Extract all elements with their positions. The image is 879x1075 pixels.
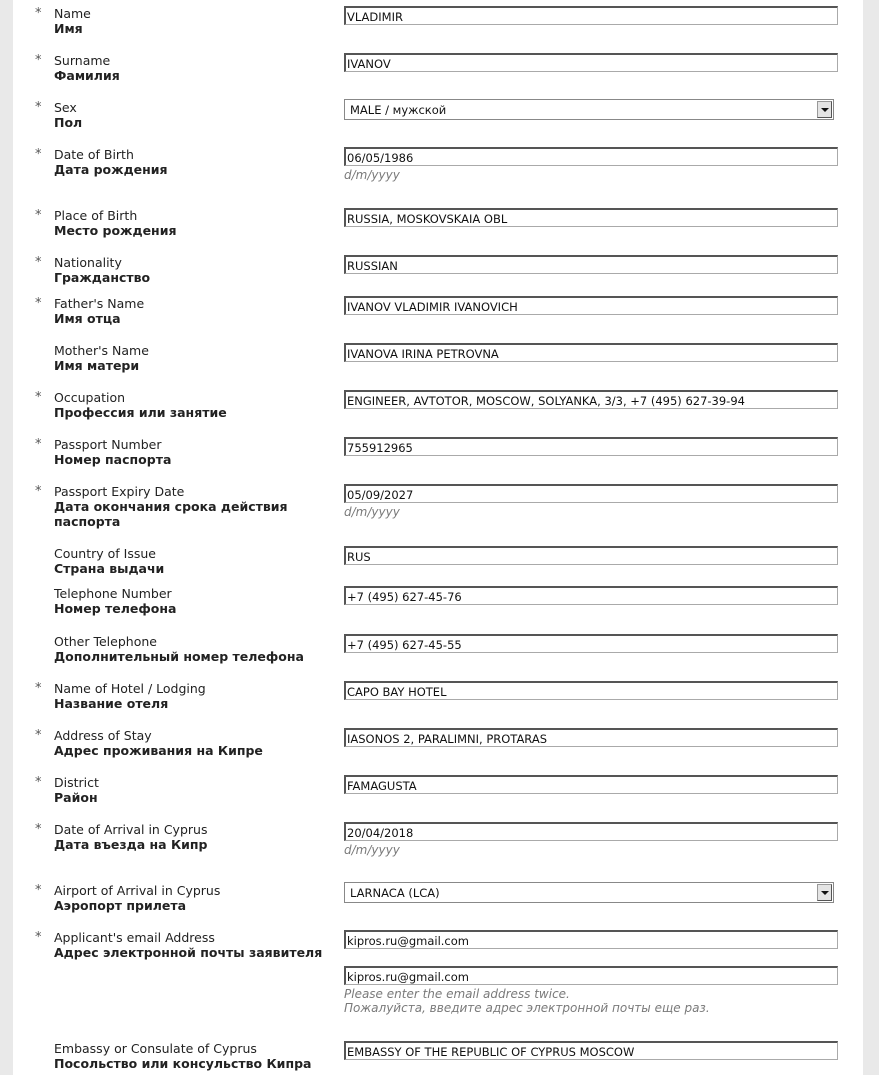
label-ru: Место рождения	[54, 223, 177, 238]
required-marker: *	[35, 930, 42, 945]
airport-select[interactable]	[344, 882, 834, 903]
form-panel	[13, 0, 863, 1075]
label-ru: Имя матери	[54, 358, 140, 373]
fathers-name-input[interactable]: IVANOV VLADIMIR IVANOVICH	[344, 296, 838, 315]
form-row-surname	[13, 49, 863, 95]
form-row-occupation	[13, 386, 863, 432]
label-en: District	[54, 775, 99, 790]
required-marker: *	[35, 681, 42, 696]
date-format-hint: d/m/yyyy	[344, 505, 400, 519]
form-row-hotel	[13, 677, 863, 723]
label-en: Embassy or Consulate of Cyprus	[54, 1041, 257, 1056]
form-row-fathers-name	[13, 292, 863, 338]
email-input[interactable]: kipros.ru@gmail.com	[344, 930, 838, 949]
label-ru: Аэропорт прилета	[54, 898, 187, 913]
email-hint: Please enter the email address twice.	[344, 987, 570, 1001]
passport-expiry-date-input[interactable]: 05/09/2027	[344, 484, 838, 503]
mothers-name-input[interactable]: IVANOVA IRINA PETROVNA	[344, 343, 838, 362]
place-of-birth-input[interactable]: RUSSIA, MOSKOVSKAIA OBL	[344, 208, 838, 227]
label-ru: Название отеля	[54, 696, 169, 711]
label-en: Passport Number	[54, 437, 162, 452]
label-en: Passport Expiry Date	[54, 484, 185, 499]
label-ru: Дополнительный номер телефона	[54, 649, 304, 664]
sex-select[interactable]	[344, 99, 834, 120]
surname-input[interactable]: IVANOV	[344, 53, 838, 72]
country-of-issue-input[interactable]: RUS	[344, 546, 838, 565]
form-row-telephone-number	[13, 582, 863, 630]
label-en: Mother's Name	[54, 343, 149, 358]
label-en: Date of Birth	[54, 147, 134, 162]
label-en: Place of Birth	[54, 208, 138, 223]
date-of-arrival-input[interactable]: 20/04/2018	[344, 822, 838, 841]
airport-select-value: LARNACA (LCA)	[350, 886, 440, 900]
date-of-birth-input[interactable]: 06/05/1986	[344, 147, 838, 166]
required-marker: *	[35, 822, 42, 837]
nationality-input[interactable]: RUSSIAN	[344, 255, 838, 274]
label-ru: Имя	[54, 21, 83, 36]
label-en: Surname	[54, 53, 111, 68]
email-hint-ru: Пожалуйста, введите адрес электронной почты еще раз.	[344, 1001, 710, 1015]
label-ru: Фамилия	[54, 68, 120, 83]
date-format-hint: d/m/yyyy	[344, 843, 400, 857]
required-marker: *	[35, 208, 42, 223]
form-row-passport-expiry-date	[13, 480, 863, 542]
label-en: Telephone Number	[54, 586, 172, 601]
address-of-stay-input[interactable]: IASONOS 2, PARALIMNI, PROTARAS	[344, 728, 838, 747]
form-row-name	[13, 2, 863, 48]
label-en: Sex	[54, 100, 77, 115]
telephone-number-input[interactable]: +7 (495) 627-45-76	[344, 586, 838, 605]
label-en: Country of Issue	[54, 546, 156, 561]
label-ru: Адрес электронной почты заявителя	[54, 945, 323, 960]
other-telephone-input[interactable]: +7 (495) 627-45-55	[344, 634, 838, 653]
hotel-input[interactable]: CAPO BAY HOTEL	[344, 681, 838, 700]
date-format-hint: d/m/yyyy	[344, 168, 400, 182]
required-marker: *	[35, 100, 42, 115]
email-confirm-input[interactable]: kipros.ru@gmail.com	[344, 966, 838, 985]
embassy-input[interactable]: EMBASSY OF THE REPUBLIC OF CYPRUS MOSCOW	[344, 1041, 838, 1060]
label-ru: Номер телефона	[54, 601, 177, 616]
required-marker: *	[35, 437, 42, 452]
dropdown-arrow-icon[interactable]	[817, 884, 832, 901]
label-en: Date of Arrival in Cyprus	[54, 822, 208, 837]
label-ru: Имя отца	[54, 311, 121, 326]
label-ru: Посольство или консульство Кипра	[54, 1056, 312, 1071]
label-ru: Дата рождения	[54, 162, 168, 177]
dropdown-arrow-icon[interactable]	[817, 101, 832, 118]
form-row-passport-number	[13, 433, 863, 479]
required-marker: *	[35, 775, 42, 790]
label-en: Occupation	[54, 390, 126, 405]
form-row-place-of-birth	[13, 204, 863, 250]
label-ru: Профессия или занятие	[54, 405, 227, 420]
form-row-other-telephone	[13, 630, 863, 676]
label-ru: Гражданство	[54, 270, 151, 285]
occupation-input[interactable]: ENGINEER, AVTOTOR, MOSCOW, SOLYANKA, 3/3, +7 (495) 627-39-94	[344, 390, 838, 409]
label-en: Airport of Arrival in Cyprus	[54, 883, 221, 898]
required-marker: *	[35, 53, 42, 68]
form-row-date-of-arrival	[13, 818, 863, 878]
label-ru: Пол	[54, 115, 83, 130]
required-marker: *	[35, 296, 42, 311]
required-marker: *	[35, 883, 42, 898]
form-row-district	[13, 771, 863, 817]
form-row-address-of-stay	[13, 724, 863, 770]
form-row-mothers-name	[13, 339, 863, 385]
label-en: Other Telephone	[54, 634, 157, 649]
form-row-nationality	[13, 251, 863, 291]
label-ru: Адрес проживания на Кипре	[54, 743, 263, 758]
required-marker: *	[35, 147, 42, 162]
district-input[interactable]: FAMAGUSTA	[344, 775, 838, 794]
label-en: Address of Stay	[54, 728, 152, 743]
passport-number-input[interactable]: 755912965	[344, 437, 838, 456]
label-ru: Номер паспорта	[54, 452, 172, 467]
label-en: Applicant's email Address	[54, 930, 215, 945]
required-marker: *	[35, 728, 42, 743]
required-marker: *	[35, 6, 42, 21]
form-row-email	[13, 926, 863, 1036]
form-row-airport	[13, 879, 863, 925]
sex-select-value: MALE / мужской	[350, 103, 447, 117]
label-en: Name	[54, 6, 91, 21]
name-input[interactable]: VLADIMIR	[344, 6, 838, 25]
label-en: Name of Hotel / Lodging	[54, 681, 206, 696]
label-en: Father's Name	[54, 296, 145, 311]
label-ru: Дата въезда на Кипр	[54, 837, 208, 852]
form-row-embassy	[13, 1037, 863, 1075]
required-marker: *	[35, 255, 42, 270]
label-ru: Дата окончания срока действия паспорта	[54, 499, 288, 529]
label-ru: Район	[54, 790, 98, 805]
form-row-date-of-birth	[13, 143, 863, 203]
required-marker: *	[35, 484, 42, 499]
form-row-country-of-issue	[13, 542, 863, 582]
label-en: Nationality	[54, 255, 122, 270]
form-row-sex	[13, 96, 863, 142]
label-ru: Страна выдачи	[54, 561, 165, 576]
required-marker: *	[35, 390, 42, 405]
